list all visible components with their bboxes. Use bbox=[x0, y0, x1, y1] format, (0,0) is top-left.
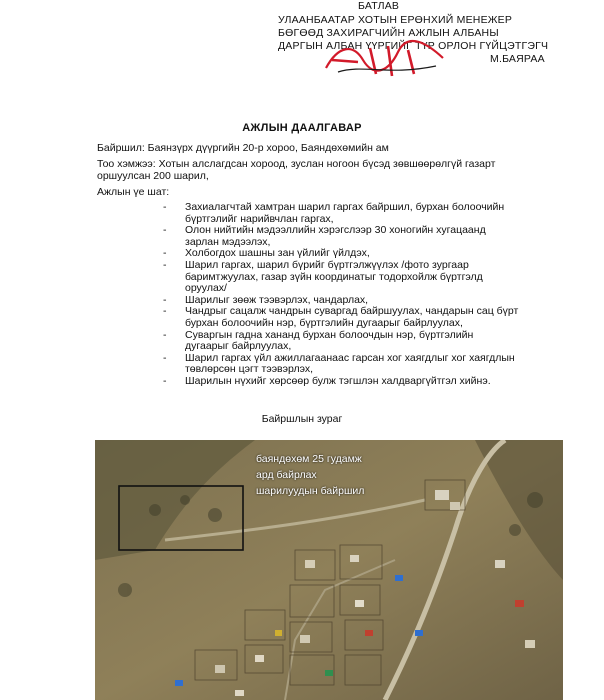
amount-line-2: оршуулсан 200 шарил, bbox=[97, 170, 209, 182]
task-text-line: Суваргын гадна хананд бурхан болоочдын нэр, бүртгэлийн bbox=[185, 328, 474, 341]
task-dash: - bbox=[163, 305, 167, 318]
task-dash: - bbox=[163, 374, 167, 387]
map-annotation-label: баяндөхөм 25 гудамж ард байрлах шарилуудын байршил bbox=[256, 453, 365, 497]
task-text-line: Шарил гаргах үйл ажиллагаанаас гарсан хог хаягдлыг хог хаягдлын bbox=[185, 351, 515, 364]
task-item bbox=[0, 225, 535, 248]
signer-name: М.БАЯРАА bbox=[490, 53, 545, 65]
amount-line-1: Тоо хэмжээ: Хотын алслагдсан хороод, зуслан ногоон бүсэд зөвшөөрөлгүй газарт bbox=[97, 158, 496, 170]
task-item bbox=[0, 330, 535, 353]
task-text-line: Чандрыг сацалж чандрын суваргад байршуулах, чандарын сац бүрт bbox=[185, 305, 519, 318]
map-caption: Байршлын зураг bbox=[261, 413, 343, 425]
task-item bbox=[0, 260, 535, 295]
task-dash: - bbox=[163, 293, 167, 306]
task-text-line: дугаарыг байрлуулах, bbox=[185, 340, 292, 353]
task-dash: - bbox=[163, 328, 167, 341]
task-text-line: зарлан мэдээлэх, bbox=[185, 235, 271, 248]
task-text-line: Олон нийтийн мэдээллийн хэрэгслээр 30 хоногийн хугацаанд bbox=[185, 224, 486, 237]
stages-label: Ажлын үе шат: bbox=[97, 186, 170, 198]
task-text-line: төвлөрсөн цэгт тээвэрлэх, bbox=[185, 363, 313, 376]
task-dash: - bbox=[163, 201, 167, 213]
task-list bbox=[0, 202, 604, 388]
task-text-line: Шарил гаргах, шарил бүрийг бүртгэлжүүлэх /фото зургаар bbox=[185, 258, 469, 271]
task-dash: - bbox=[163, 258, 167, 271]
task-text-line: Холбогдох шашны зан үйлийг үйлдэх, bbox=[185, 247, 370, 260]
task-item bbox=[0, 306, 535, 329]
task-dash: - bbox=[163, 247, 167, 260]
location-line: Байршил: Баянзүрх дүүргийн 20-р хороо, Баяндөхөмийн ам bbox=[97, 142, 389, 154]
approver-title-line-3: ДАРГЫН АЛБАН ҮҮРГИЙГ ТҮР ОРЛОН ГҮЙЦЭТГЭГЧ bbox=[278, 40, 549, 52]
task-dash: - bbox=[163, 351, 167, 364]
approve-heading: БАТЛАВ bbox=[358, 0, 400, 12]
signature-stamp bbox=[318, 38, 448, 78]
approver-title-line-2: БӨГӨӨД ЗАХИРАГЧИЙН АЖЛЫН АЛБАНЫ bbox=[278, 27, 499, 39]
task-item bbox=[0, 376, 535, 388]
task-item bbox=[0, 353, 535, 376]
task-text-line: Шарилыг зөөж тээвэрлэх, чандарлах, bbox=[185, 293, 369, 306]
task-text-line: Шарилын нүхийг хөрсөөр булж тэгшлэн халдваргүйтгэл хийнэ. bbox=[185, 374, 491, 387]
task-text-line: оруулах/ bbox=[185, 282, 227, 295]
task-text-line: Захиалагчтай хамтран шарил гаргах байршил, бурхан болоочийн bbox=[185, 201, 505, 213]
task-dash: - bbox=[163, 224, 167, 237]
task-item bbox=[0, 202, 535, 225]
document-title: АЖЛЫН ДААЛГАВАР bbox=[242, 122, 362, 134]
approver-title-line-1: УЛААНБААТАР ХОТЫН ЕРӨНХИЙ МЕНЕЖЕР bbox=[278, 14, 513, 26]
task-text-line: бүртгэлийг нарийвчлан гаргах, bbox=[185, 212, 334, 225]
task-text-line: баримтжуулах, газар зүйн координатыг тодорхойлж бүртгэлд bbox=[185, 270, 483, 283]
task-text-line: бурхан болоочийн нэр, бүртгэлийн дугаарыг байрлуулах, bbox=[185, 316, 463, 329]
